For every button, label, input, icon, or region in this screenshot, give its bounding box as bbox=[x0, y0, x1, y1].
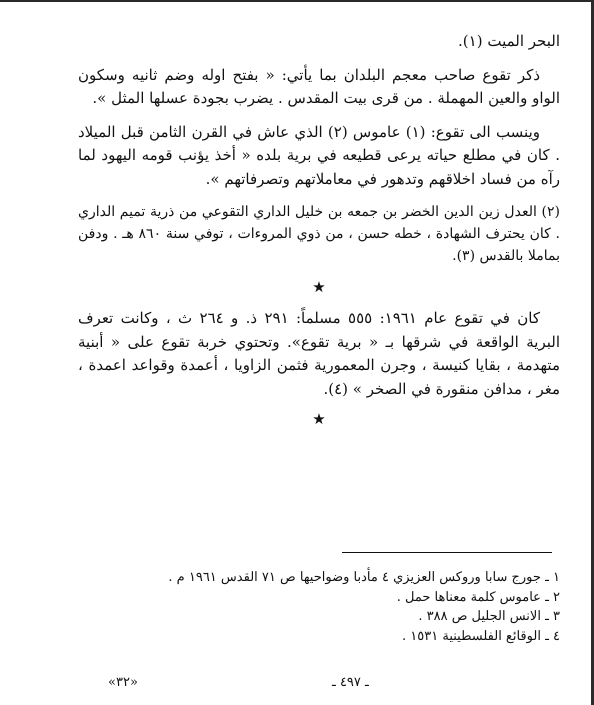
window-border-top bbox=[0, 0, 594, 2]
paragraph-taqu-definition: ذكر تقوع صاحب معجم البلدان بما يأتي: « بفتح اوله وضم ثانيه وسكون الواو والعين المهملة . من قرى بيت المقدس . يضرب بجودة عسلها المثل ». bbox=[78, 65, 560, 107]
page-number: ـ ٤٩٧ ـ bbox=[332, 675, 369, 690]
references-list bbox=[110, 568, 560, 646]
footnote-divider bbox=[342, 552, 552, 553]
star-separator-2: ★ bbox=[312, 410, 326, 428]
paragraph-census: كان في تقوع عام ١٩٦١: ٥٥٥ مسلماً: ٢٩١ ذ. و ٢٦٤ ث ، وكانت تعرف البرية الواقعة في شرقها بـ « برية تقوع». وتحتوي خربة تقوع على « أبنية متهدمة ، بقايا كنيسة ، وجرن المعمورية فثمن الزاويا ، أعمدة وقواعد اعمدة ، مغر ، مدافن منقورة في الصخر » (٤). bbox=[78, 309, 560, 398]
page-body bbox=[78, 30, 560, 439]
reference-item: ١ ـ جورج سابا وروكس العزيزي ٤ مأدبا وضواحيها ص ٧١ القدس ١٩٦١ م . bbox=[168, 570, 560, 585]
star-separator-1: ★ bbox=[312, 278, 326, 296]
paragraph-khader-footnote: (٢) العدل زين الدين الخضر بن جمعه بن خليل الداري التقوعي من ذرية تميم الداري . كان يحترف الشهادة ، خطه حسن ، من ذوي المروءات ، توفي سنة ٨٦٠ هـ . ودفن بماملا بالقدس (٣). bbox=[78, 204, 560, 264]
reference-item: ٤ ـ الوقائع الفلسطينية ١٥٣١ . bbox=[402, 628, 560, 644]
paragraph-amos: وينسب الى تقوع: (١) عاموس (٢) الذي عاش في القرن الثامن قبل الميلاد . كان في مطلع حياته يرعى قطيعه في برية بلده « أخذ يؤنب قومه اليهود لما رآه من فساد اخلاقهم وتدهور في معاملاتهم وتصرفاتهم ». bbox=[78, 122, 560, 188]
page-heading: البحر الميت (١). bbox=[458, 32, 560, 50]
book-page-number: «٣٢» bbox=[108, 675, 138, 690]
reference-item: ٢ ـ عاموس كلمة معناها حمل . bbox=[396, 589, 560, 605]
page-footer bbox=[80, 675, 556, 695]
reference-item: ٣ ـ الانس الجليل ص ٣٨٨ . bbox=[418, 609, 560, 624]
